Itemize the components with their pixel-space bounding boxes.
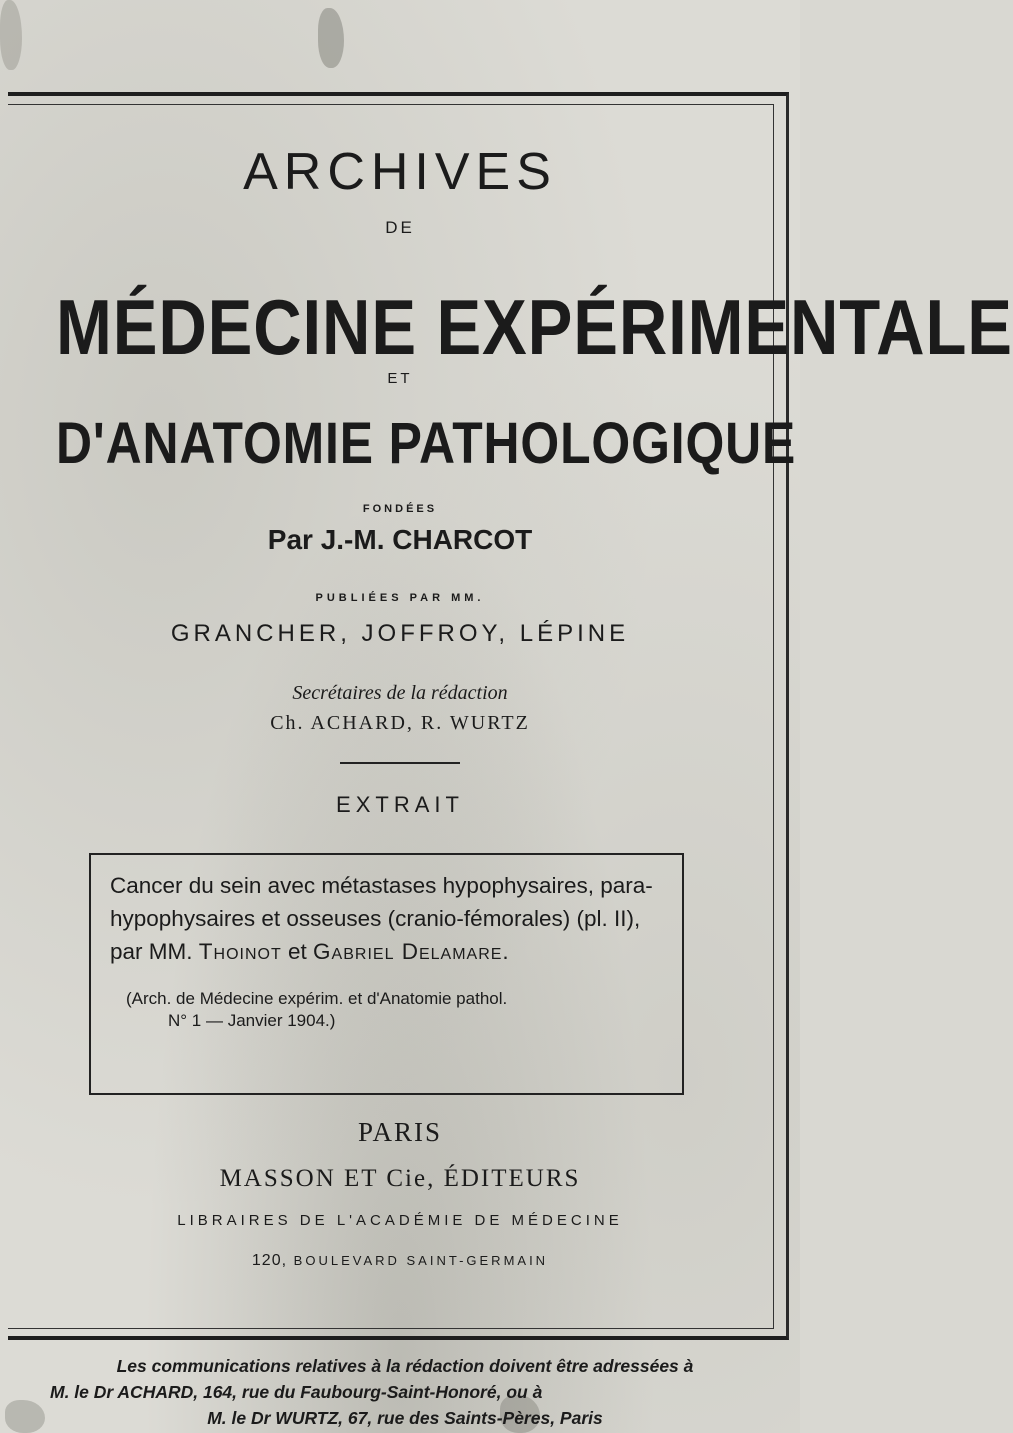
article-line: Cancer du sein avec métastases hypophysaires, para-: [110, 873, 653, 898]
publisher-address: [0, 1252, 800, 1270]
journal-title-archives: ARCHIVES: [243, 143, 557, 201]
publisher-name: MASSON ET Cie, ÉDITEURS: [219, 1165, 581, 1192]
ink-smudge: [318, 8, 344, 68]
article-authors: [110, 935, 675, 968]
author-thoinot: Thoinot: [198, 939, 282, 964]
address-street: BOULEVARD SAINT-GERMAIN: [293, 1253, 549, 1268]
founded-label: FONDÉES: [362, 503, 438, 515]
article-line: hypophysaires et osseuses (cranio-fémorales) (pl. II),: [110, 906, 641, 931]
journal-title-et: ET: [387, 370, 413, 387]
author-delamare: Gabriel Delamare.: [313, 939, 510, 964]
footer-notice: [30, 1353, 780, 1431]
secretaries-label: Secrétaires de la rédaction: [292, 682, 508, 704]
extrait-label: EXTRAIT: [336, 792, 464, 817]
article-title: [110, 869, 675, 968]
footer-line: Les communications relatives à la rédaction doivent être adressées à: [116, 1356, 694, 1376]
secretaries-names: Ch. ACHARD, R. WURTZ: [270, 712, 530, 734]
footer-line: M. le Dr ACHARD, 164, rue du Faubourg-Saint-Honoré, ou à: [50, 1382, 543, 1402]
authors-prefix: par MM.: [110, 939, 193, 964]
journal-title-medecine: MÉDECINE EXPÉRIMENTALE: [56, 283, 1013, 371]
publisher-role: LIBRAIRES DE L'ACADÉMIE DE MÉDECINE: [177, 1212, 623, 1229]
journal-title-de: DE: [385, 218, 415, 237]
footer-line: M. le Dr WURTZ, 67, rue des Saints-Pères, Paris: [207, 1408, 603, 1428]
published-by-label: PUBLIÉES PAR MM.: [315, 592, 485, 604]
editors-line: GRANCHER, JOFFROY, LÉPINE: [170, 620, 630, 647]
ink-smudge: [0, 0, 22, 70]
citation: [126, 988, 671, 1032]
address-number: 120,: [251, 1252, 288, 1269]
extract-box: [89, 853, 684, 1095]
founder-line: Par J.-M. CHARCOT: [267, 524, 533, 555]
citation-line: (Arch. de Médecine expérim. et d'Anatomie pathol.: [126, 989, 508, 1008]
citation-line: N° 1 — Janvier 1904.): [168, 1011, 336, 1030]
publisher-city: PARIS: [357, 1117, 443, 1147]
authors-conjunction: et: [288, 939, 307, 964]
journal-title-anatomie: D'ANATOMIE PATHOLOGIQUE: [56, 411, 797, 476]
divider-rule: [340, 762, 460, 764]
